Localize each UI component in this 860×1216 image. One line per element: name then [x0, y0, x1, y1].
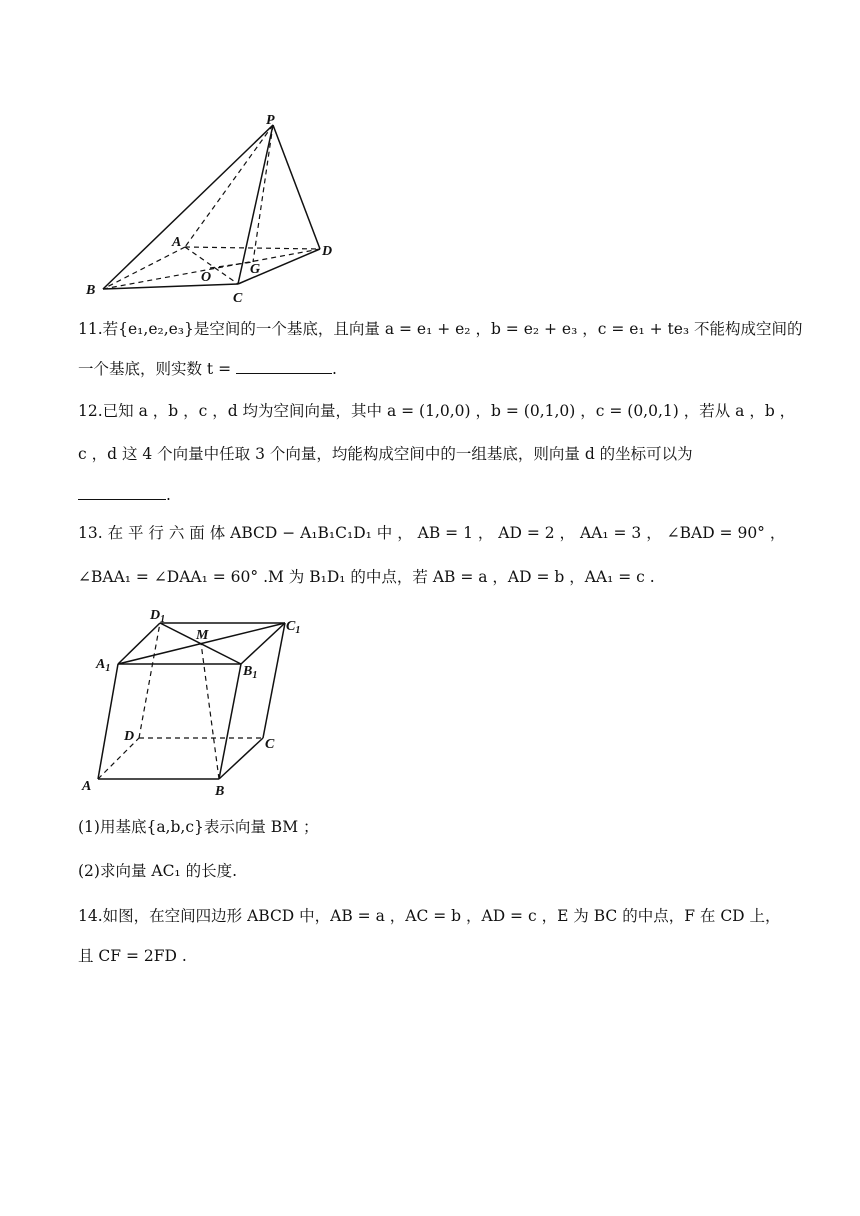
q13-sub2: (2)求向量 AC₁ 的长度. — [78, 862, 238, 880]
label-A1: $A_1$ — [96, 657, 111, 674]
q11-line2 — [78, 358, 798, 380]
label-A: A — [82, 779, 92, 794]
q11-answer-blank — [236, 359, 332, 374]
q14-line2: 且 CF = 2FD . — [78, 947, 187, 965]
q14-line1: 14.如图，在空间四边形 ABCD 中，AB = a ，AC = b ，AD = c ，E 为 BC 的中点，F 在 CD 上， — [78, 907, 781, 925]
q12-line1: 12.已知 a ，b ，c ，d 均为空间向量，其中 a = (1,0,0) ，b = (0,1,0) ，c = (0,0,1) ，若从 a ，b ， — [78, 402, 796, 420]
label-A: A — [172, 235, 182, 250]
label-C: C — [265, 737, 275, 752]
q13-sub1: (1)用基底{a,b,c}表示向量 BM ； — [78, 818, 319, 836]
label-M: M — [196, 628, 209, 643]
segment-PG — [253, 125, 273, 262]
parallelepiped-figure — [78, 602, 318, 802]
label-D: D — [322, 244, 333, 259]
q12-line2: c ，d 这 4 个向量中任取 3 个向量，均能构成空间中的一组基底，则向量 d 的坐标可以为 — [78, 445, 693, 463]
edge-AB — [103, 247, 185, 289]
edge-AD — [185, 247, 320, 249]
label-D: D — [124, 729, 135, 744]
label-P: P — [266, 113, 275, 128]
label-C: C — [233, 291, 243, 306]
q12-line3 — [78, 484, 798, 506]
q13-line2: ∠BAA₁ = ∠DAA₁ = 60° .M 为 B₁D₁ 的中点，若 AB = a ，AD = b ，AA₁ = c . — [78, 568, 655, 586]
label-B: B — [215, 784, 225, 799]
edge-PB — [103, 125, 273, 289]
label-D1: $D_1$ — [150, 608, 166, 625]
q11-line1: 11.若{e₁,e₂,e₃}是空间的一个基底，且向量 a = e₁ + e₂ ，b = e₂ + e₃ ，c = e₁ + te₃ 不能构成空间的 — [78, 320, 803, 338]
pyramid-figure — [80, 108, 350, 308]
q12-answer-blank — [78, 485, 166, 500]
edge-PD — [273, 125, 320, 249]
q12-line3-end: . — [166, 486, 171, 504]
edge-AA1 — [98, 664, 118, 779]
label-C1: $C_1$ — [286, 619, 301, 636]
label-B: B — [86, 283, 96, 298]
label-G: G — [250, 262, 261, 277]
q11-line2-end: . — [332, 360, 337, 378]
label-O: O — [201, 270, 212, 285]
segment-OG — [210, 262, 253, 268]
diag-BD — [103, 249, 320, 289]
q11-line2-text: 一个基底，则实数 t = — [78, 360, 236, 378]
q13-line1: 13. 在 平 行 六 面 体 ABCD − A₁B₁C₁D₁ 中 ， AB = 1 ， AD = 2 ， AA₁ = 3 ， ∠BAD = 90° ， — [78, 524, 786, 542]
label-B1: $B_1$ — [243, 664, 258, 681]
